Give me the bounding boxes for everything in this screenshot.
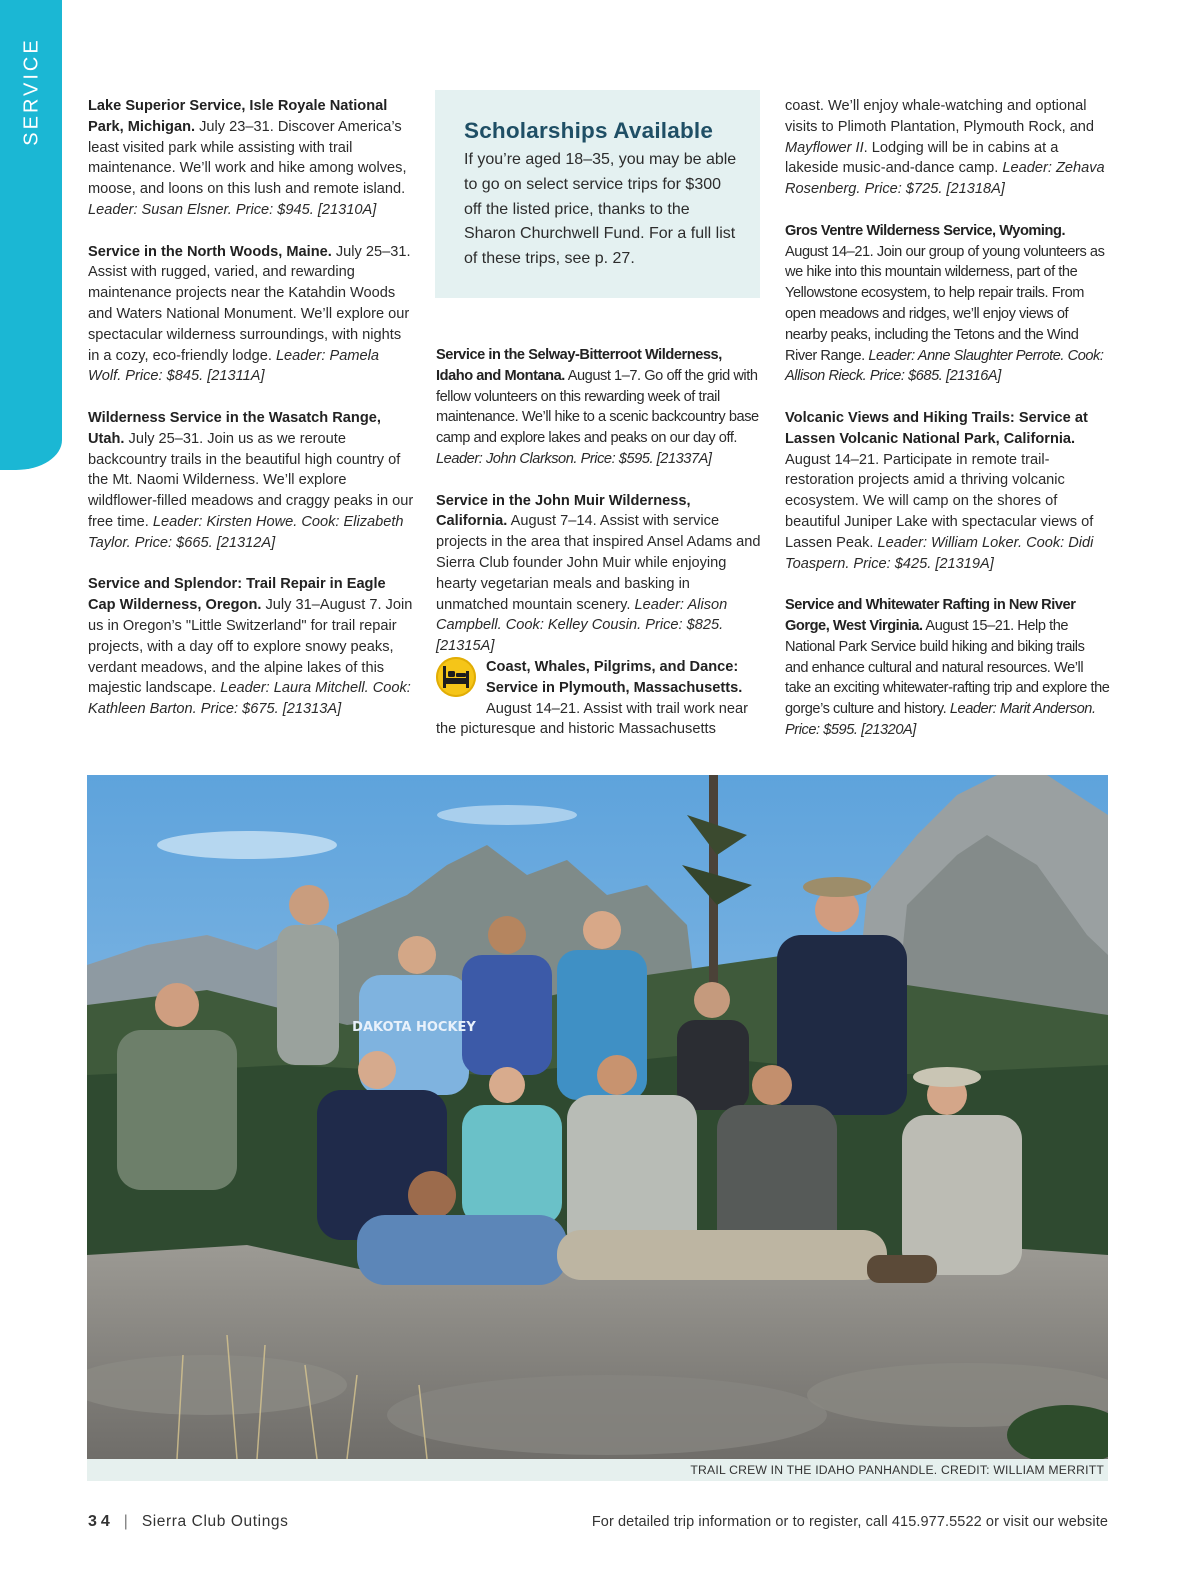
trip-description: August 15–21. Help the National Park Service build hiking and biking trails and enhance cultural and natural resources. We’ll take an exciting whitewater-rafting trip and explore the gorge’s culture and history.: [785, 617, 1110, 718]
column-2-lodging-listing: [436, 657, 762, 740]
publication-name: Sierra Club Outings: [141, 1513, 289, 1530]
column-3: [785, 96, 1110, 741]
trip-listing: [785, 221, 1110, 387]
section-tab: [0, 0, 62, 470]
trip-credits: Leader: John Clarkson. Price: $595. [21337A]: [436, 450, 712, 467]
trip-description: . Lodging will be in cabins at a lakeside music-and-dance camp.: [785, 139, 1059, 177]
photo-caption: TRAIL CREW IN THE IDAHO PANHANDLE. CREDIT: WILLIAM MERRITT: [87, 1459, 1108, 1481]
trip-title: Lake Superior Service, Isle Royale National Park, Michigan.: [88, 98, 388, 135]
trip-title: Wilderness Service in the Wasatch Range, Utah.: [88, 409, 381, 447]
section-label: SERVICE: [20, 36, 43, 146]
scholarship-title: Scholarships Available: [464, 118, 714, 143]
trip-listing: [88, 408, 414, 554]
trip-listing: [785, 408, 1110, 574]
footer-contact: For detailed trip information or to register, call 415.977.5522 or visit our website: [591, 1514, 1108, 1530]
trip-listing: [436, 345, 762, 470]
trip-listing-continued: [785, 96, 1110, 200]
column-1: [88, 96, 414, 720]
scholarship-callout: [435, 90, 760, 298]
trip-title: Service in the John Muir Wilderness, California.: [436, 492, 691, 530]
trip-credits: Leader: Marit Anderson. Price: $595. [21320A]: [785, 701, 1096, 738]
trip-credits: Leader: Anne Slaughter Perrote. Cook: Allison Rieck. Price: $685. [21316A]: [785, 347, 1104, 385]
page-number: 34: [88, 1513, 114, 1530]
trip-credits: Leader: William Loker. Cook: Didi Toaspern. Price: $425. [21319A]: [785, 534, 1094, 572]
trip-title: Service in the Selway-Bitterroot Wilderness, Idaho and Montana.: [436, 347, 722, 384]
trip-title: Service and Whitewater Rafting in New River Gorge, West Virginia.: [785, 597, 1076, 634]
trip-listing: [88, 96, 414, 221]
scholarship-body: If you’re aged 18–35, you may be able to go on select service trips for $300 off the listed price, thanks to the Sharon Churchwell Fund. For a full list of these trips, see p. 27.: [464, 151, 737, 268]
trip-credits: Leader: Pamela Wolf. Price: $845. [21311A]: [88, 347, 379, 385]
trip-description: coast. We’ll enjoy whale-watching and optional visits to Plimoth Plantation, Plymouth Rock, and: [785, 98, 1095, 135]
trip-description: July 31–August 7. Join us in Oregon’s "Little Switzerland" for trail repair projects, with a day off to explore snowy peaks, verdant meadows, and the alpine lakes of this majestic landscape.: [88, 597, 413, 697]
trip-credits: Leader: Kirsten Howe. Cook: Elizabeth Taylor. Price: $665. [21312A]: [88, 513, 404, 551]
trip-description: August 7–14. Assist with service projects in the area that inspired Ansel Adams and Sierra Club founder John Muir while enjoying hearty vegetarian meals and basking in unmatched mountain scenery.: [436, 513, 761, 613]
trip-title: Coast, Whales, Pilgrims, and Dance: Service in Plymouth, Massachusetts.: [486, 659, 743, 696]
ship-name: Mayflower II: [785, 139, 864, 156]
trip-title: Service in the North Woods, Maine.: [88, 243, 332, 260]
trip-description: July 25–31. Join us as we reroute backcountry trails in the beautiful high country of the Mt. Naomi Wilderness. We’ll explore wildflower-filled meadows and craggy peaks in our free time.: [88, 430, 414, 530]
shirt-text: DAKOTA HOCKEY: [352, 1020, 476, 1035]
group-photo: [87, 775, 1108, 1459]
trip-credits: Leader: Susan Elsner. Price: $945. [21310A]: [88, 201, 377, 218]
footer-left: [88, 1510, 288, 1534]
trip-listing: [436, 491, 762, 657]
trip-credits: Leader: Laura Mitchell. Cook: Kathleen Barton. Price: $675. [21313A]: [88, 680, 411, 718]
trip-title: Gros Ventre Wilderness Service, Wyoming.: [785, 222, 1066, 239]
trip-listing: [88, 574, 414, 720]
trip-credits: Leader: Zehava Rosenberg. Price: $725. [21318A]: [785, 160, 1105, 198]
column-2: [436, 345, 762, 657]
footer-separator: |: [123, 1513, 128, 1530]
trip-description: August 14–21. Participate in remote trail-restoration projects amid a thriving volcanic ecosystem. We will camp on the shores of beautiful Juniper Lake with spectacular views of Lassen Peak.: [785, 451, 1094, 551]
trip-listing: [785, 595, 1110, 741]
trip-description: August 14–21. Join our group of young volunteers as we hike into this mountain wilderness, part of the Yellowstone ecosystem, to help repair trails. From open meadows and ridges, we’ll enjoy views of nearby peaks, including the Tetons and the Wind River Range.: [785, 243, 1105, 364]
trip-description: August 14–21. Assist with trail work near the picturesque and historic Massachusetts: [436, 700, 749, 738]
trip-description: August 1–7. Go off the grid with fellow volunteers on this rewarding week of trail maintenance. We’ll hike to a scenic backcountry base camp and explore lakes and peaks on our day off.: [436, 367, 759, 447]
trip-listing: [436, 657, 762, 740]
bed-icon: [436, 657, 476, 697]
trip-description: July 25–31. Assist with rugged, varied, and rewarding maintenance projects near the Katahdin Woods and Waters National Monument. We’ll explore our spectacular wilderness surroundings, with nights in a cozy, eco-friendly lodge.: [88, 243, 411, 364]
trip-title: Volcanic Views and Hiking Trails: Service at Lassen Volcanic National Park, California.: [785, 409, 1088, 447]
trip-description: July 23–31. Discover America’s least visited park while assisting with trail maintenance. We’ll work and hike among wolves, moose, and loons on this lush and remote island.: [88, 118, 407, 198]
trip-title: Service and Splendor: Trail Repair in Eagle Cap Wilderness, Oregon.: [88, 576, 386, 614]
trip-credits: Leader: Alison Campbell. Cook: Kelley Cousin. Price: $825. [21315A]: [436, 596, 728, 655]
trip-listing: [88, 242, 414, 388]
